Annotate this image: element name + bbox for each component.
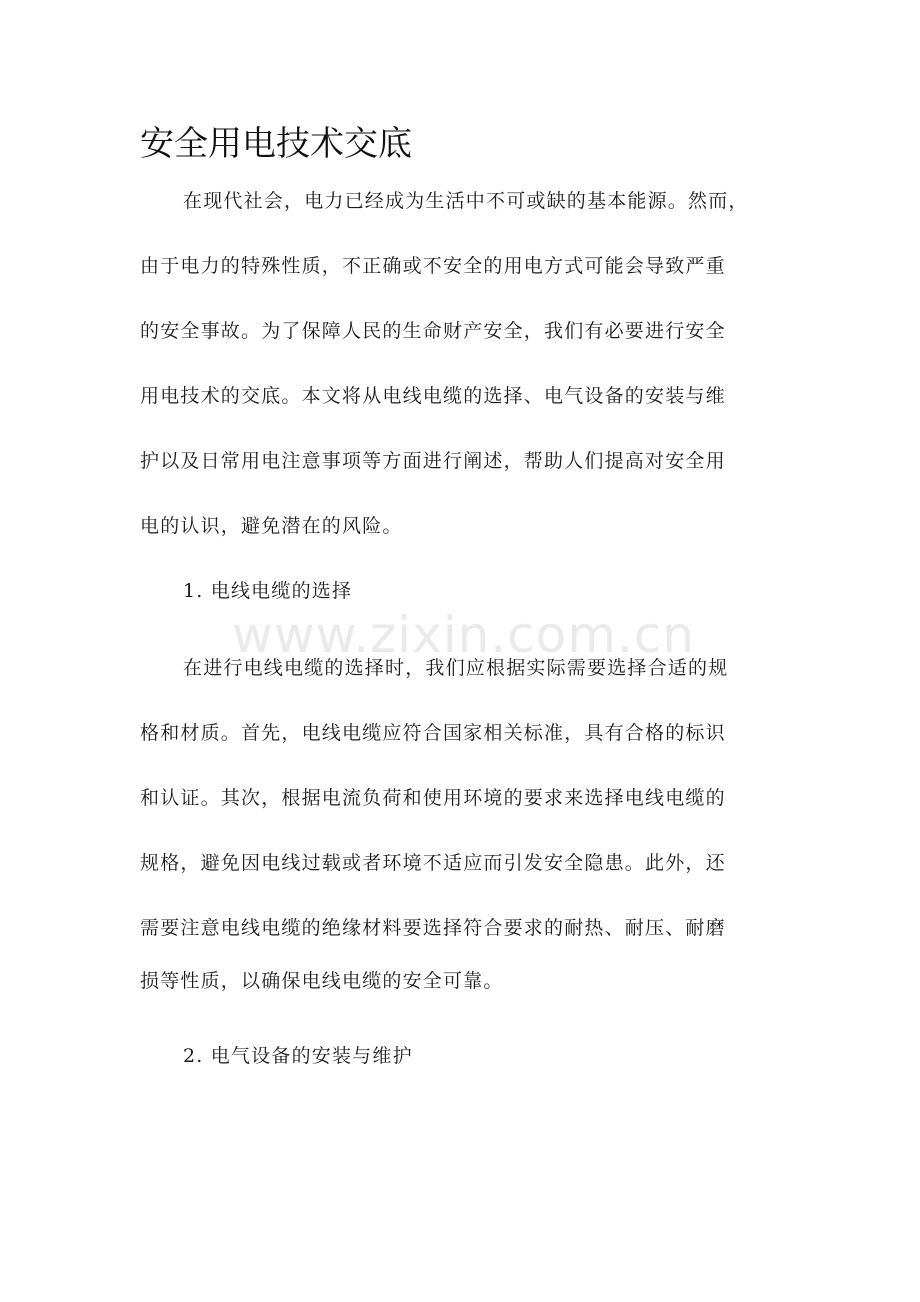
intro-line-5: 护以及日常用电注意事项等方面进行阐述，帮助人们提高对安全用 (140, 450, 726, 472)
watermark: www.zixin.com.cn (232, 606, 696, 664)
section1-line-3: 和认证。其次，根据电流负荷和使用环境的要求来选择电线电缆的 (140, 787, 726, 809)
intro-line-6: 电的认识，避免潜在的风险。 (140, 515, 403, 537)
section1-line-1: 在进行电线电缆的选择时，我们应根据实际需要选择合适的规 (183, 657, 729, 679)
intro-line-2: 由于电力的特殊性质，不正确或不安全的用电方式可能会导致严重 (140, 255, 726, 277)
intro-line-3: 的安全事故。为了保障人民的生命财产安全，我们有必要进行安全 (140, 320, 726, 342)
section1-line-2: 格和材质。首先，电线电缆应符合国家相关标准，具有合格的标识 (140, 722, 726, 744)
intro-line-1: 在现代社会，电力已经成为生活中不可或缺的基本能源。然而， (183, 190, 749, 212)
intro-line-4: 用电技术的交底。本文将从电线电缆的选择、电气设备的安装与维 (140, 385, 726, 407)
section1-heading: 1. 电线电缆的选择 (183, 580, 353, 602)
document-title: 安全用电技术交底 (140, 124, 412, 164)
section1-line-4: 规格，避免因电线过载或者环境不适应而引发安全隐患。此外，还 (140, 852, 726, 874)
section1-line-6: 损等性质，以确保电线电缆的安全可靠。 (140, 970, 504, 992)
section1-line-5: 需要注意电线电缆的绝缘材料要选择符合要求的耐热、耐压、耐磨 (140, 917, 726, 939)
section2-heading: 2. 电气设备的安装与维护 (183, 1045, 413, 1067)
